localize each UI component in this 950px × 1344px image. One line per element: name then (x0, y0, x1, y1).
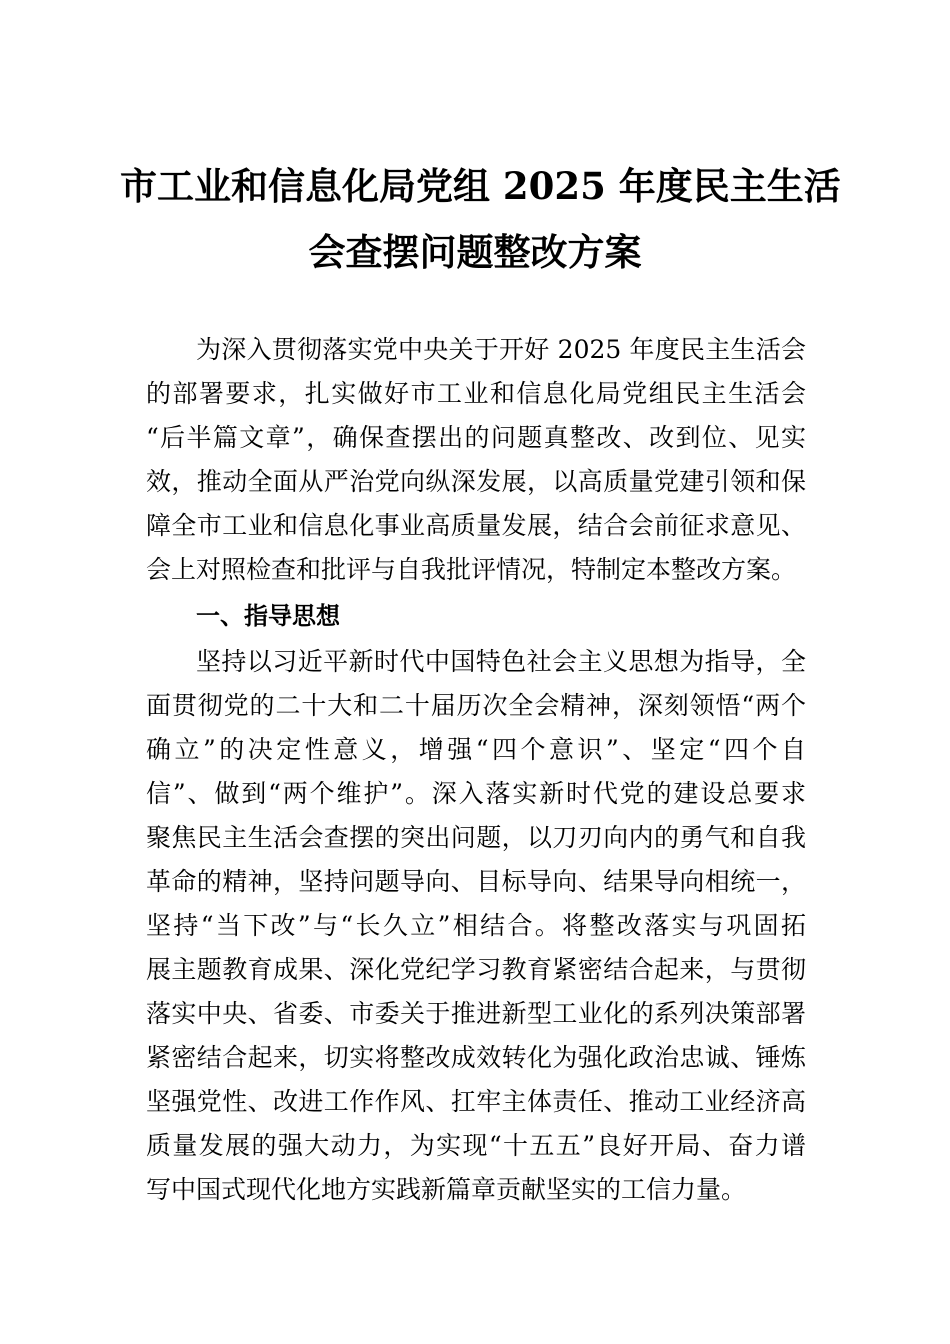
section-line: 坚持“当下改”与“长久立”相结合。将整改落实与巩固拓 (146, 911, 806, 940)
intro-line: 会上对照检查和批评与自我批评情况，特制定本整改方案。 (146, 555, 797, 584)
intro-line: “后半篇文章”，确保查摆出的问题真整改、改到位、见实 (146, 423, 806, 452)
section-line: 写中国式现代化地方实践新篇章贡献坚实的工信力量。 (146, 1175, 747, 1204)
section-heading: 一、指导思想 (196, 602, 340, 630)
section-line: 紧密结合起来，切实将整改成效转化为强化政治忠诚、锤炼 (146, 1043, 806, 1072)
intro-line: 的部署要求，扎实做好市工业和信息化局党组民主生活会 (146, 379, 806, 408)
section-line: 确立”的决定性意义，增强“四个意识”、坚定“四个自 (146, 735, 806, 764)
section-line: 质量发展的强大动力，为实现“十五五”良好开局、奋力谱 (146, 1131, 806, 1160)
document-title-line-2: 会查摆问题整改方案 (308, 230, 642, 274)
section-line: 面贯彻党的二十大和二十届历次全会精神，深刻领悟“两个 (146, 691, 806, 720)
section-line: 聚焦民主生活会查摆的突出问题，以刀刃向内的勇气和自我 (146, 823, 806, 852)
section-line: 落实中央、省委、市委关于推进新型工业化的系列决策部署 (146, 999, 806, 1028)
intro-line: 效，推动全面从严治党向纵深发展，以高质量党建引领和保 (146, 467, 806, 496)
section-line: 展主题教育成果、深化党纪学习教育紧密结合起来，与贯彻 (146, 955, 806, 984)
section-line: 革命的精神，坚持问题导向、目标导向、结果导向相统一， (146, 867, 806, 896)
section-line: 坚强党性、改进工作作风、扛牢主体责任、推动工业经济高 (146, 1087, 806, 1116)
section-line: 坚持以习近平新时代中国特色社会主义思想为指导，全 (196, 647, 806, 676)
section-line: 信”、做到“两个维护”。深入落实新时代党的建设总要求 (146, 779, 806, 808)
document-title-line-1: 市工业和信息化局党组 2025 年度民主生活 (120, 164, 841, 208)
intro-line: 为深入贯彻落实党中央关于开好 2025 年度民主生活会 (196, 335, 806, 364)
intro-line: 障全市工业和信息化事业高质量发展，结合会前征求意见、 (146, 511, 806, 540)
